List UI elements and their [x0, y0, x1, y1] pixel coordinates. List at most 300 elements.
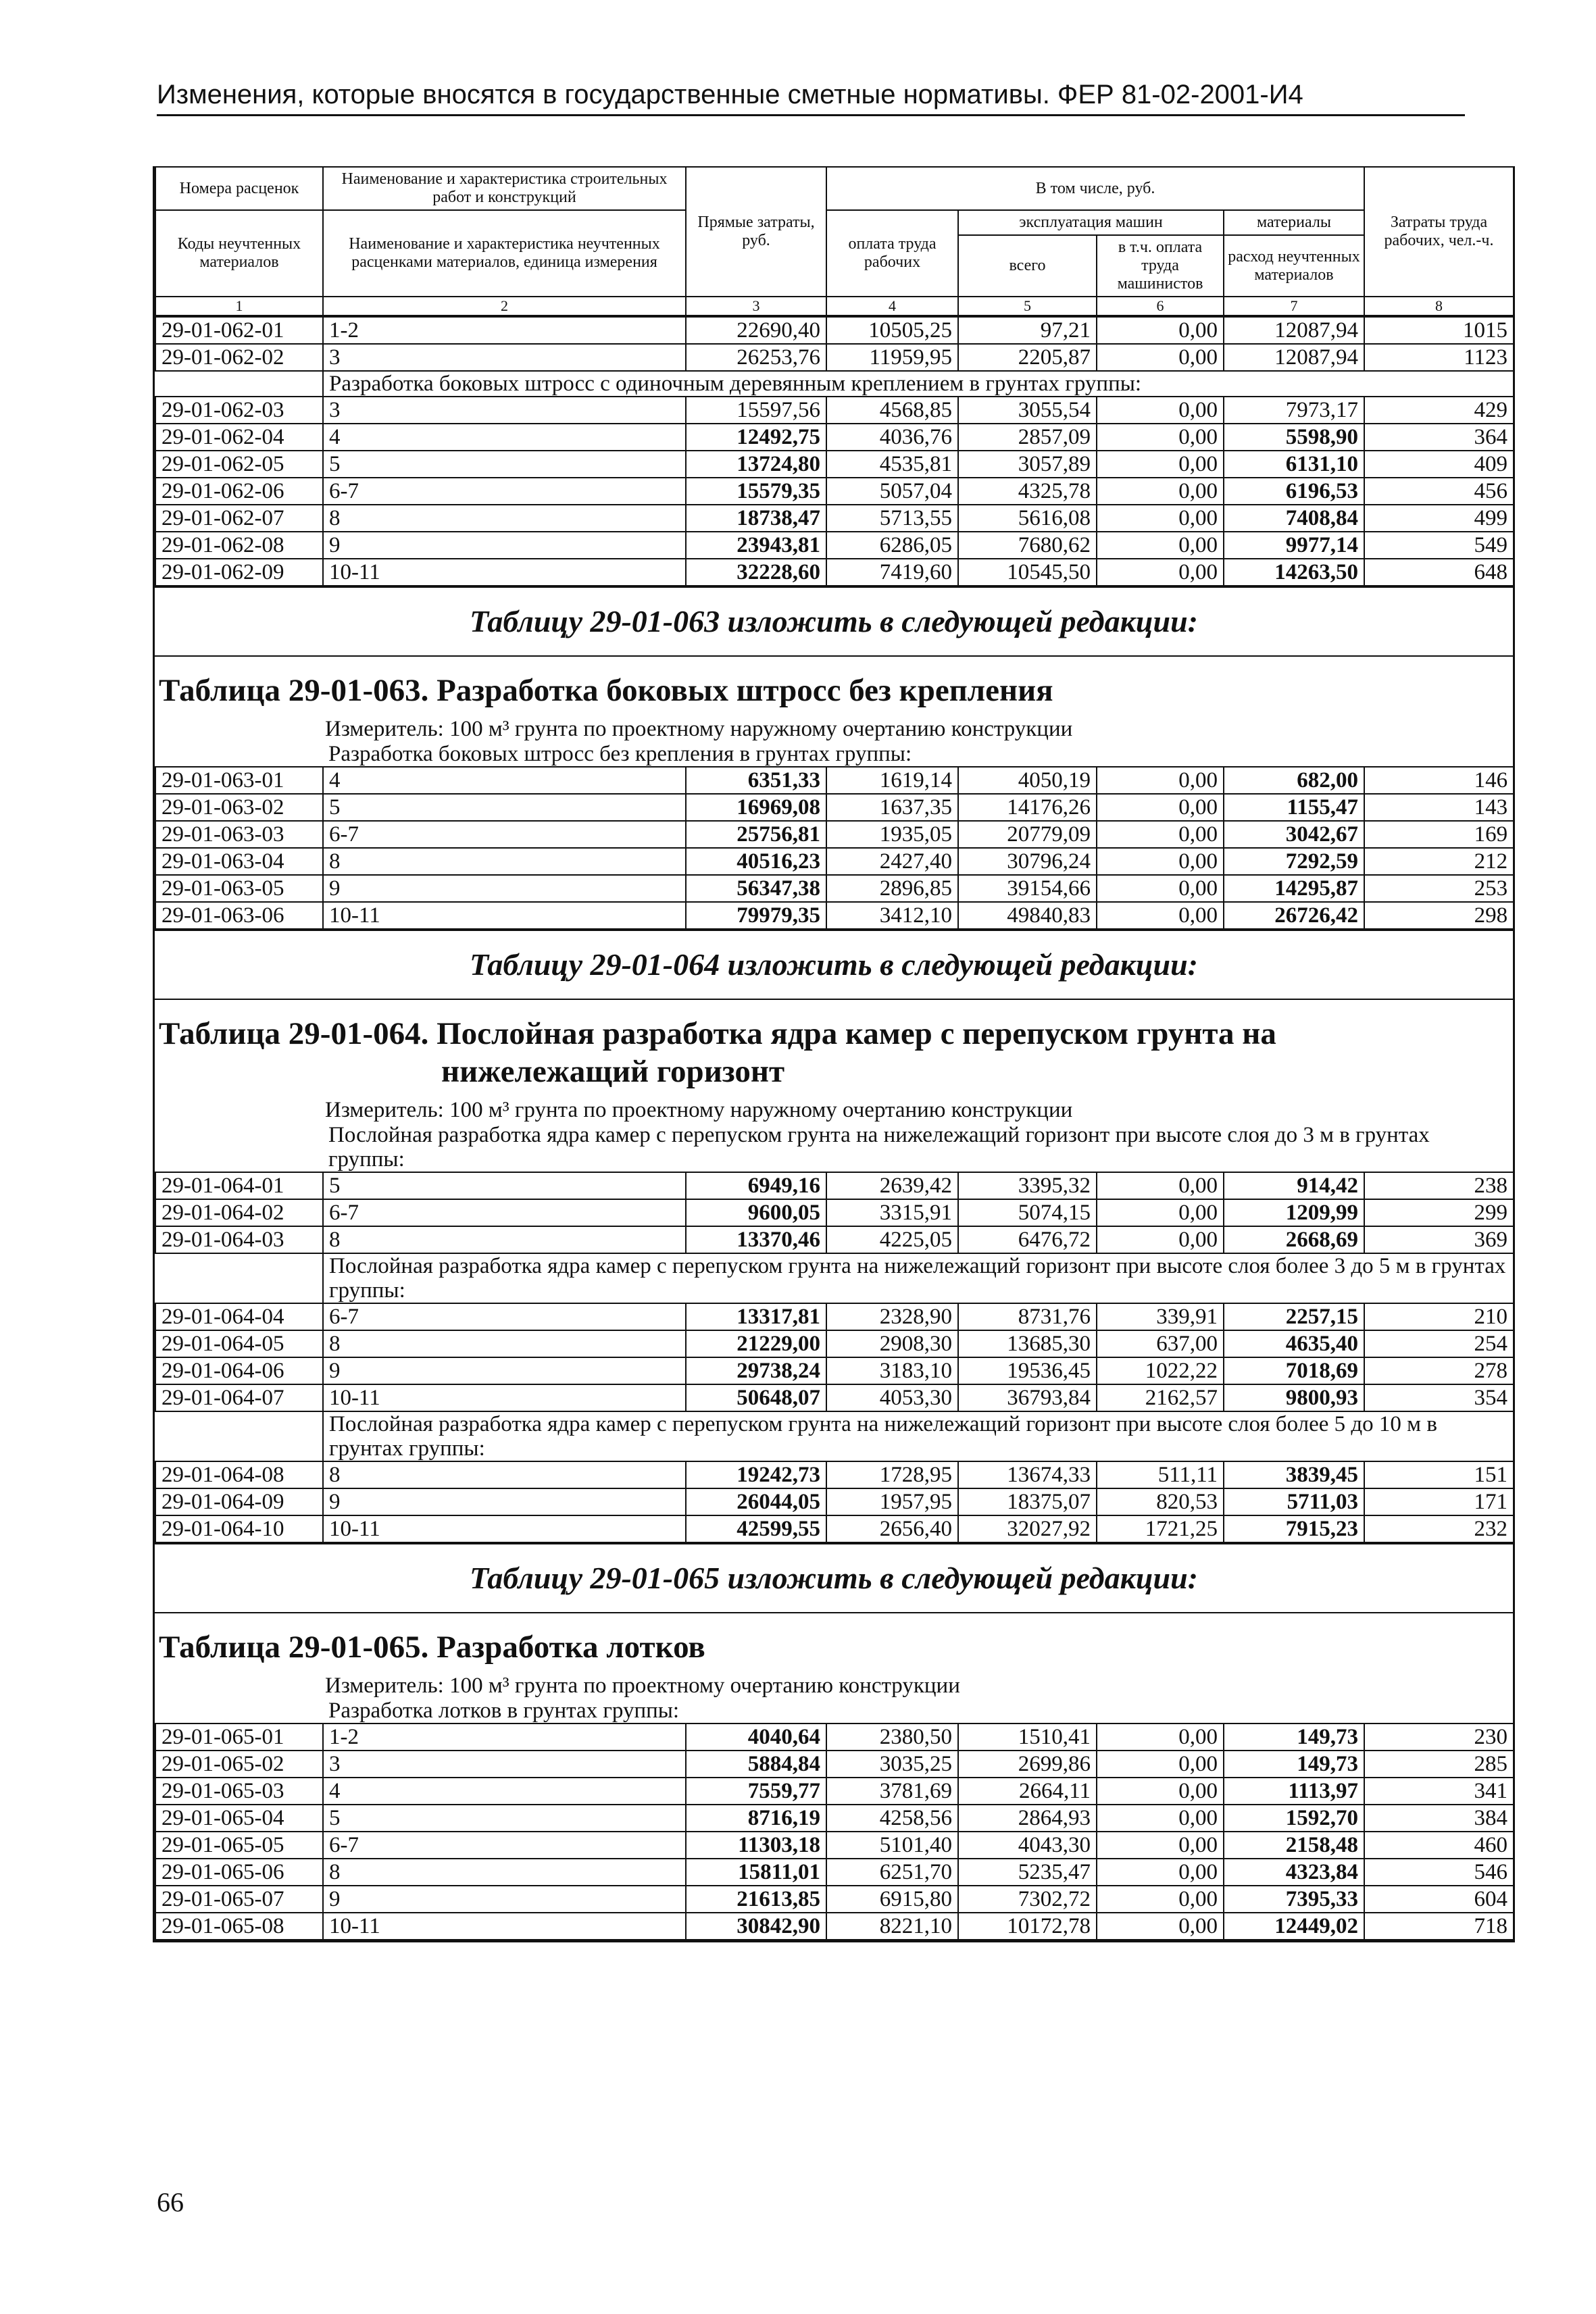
cell-labor-hours: 230: [1364, 1724, 1514, 1751]
table-row: [155, 1357, 1514, 1384]
cell-machinist-wage: 0,00: [1097, 1886, 1224, 1913]
cell-rate-code: 29-01-064-04: [155, 1303, 323, 1330]
cell-direct-costs: 19242,73: [686, 1461, 826, 1488]
table-row: [155, 344, 1514, 371]
cell-materials: 1155,47: [1224, 794, 1364, 821]
cell-materials: 149,73: [1224, 1751, 1364, 1778]
header-name-2: Наименование и характеристика неучтенных расценками материалов, единица измерения: [323, 210, 686, 297]
header-materials: материалы: [1224, 210, 1364, 235]
cell-labor-hours: 1015: [1364, 317, 1514, 344]
cell-workers-wage: 4053,30: [826, 1384, 958, 1411]
cell-labor-hours: 298: [1364, 902, 1514, 929]
cell-soil-group: 4: [323, 1778, 686, 1805]
cell-machines-total: 3395,32: [958, 1172, 1097, 1199]
cell-machinist-wage: 0,00: [1097, 1724, 1224, 1751]
column-number: 1: [155, 297, 323, 316]
cell-workers-wage: 1728,95: [826, 1461, 958, 1488]
header-codes-2: Коды неучтенных материалов: [155, 210, 323, 297]
cell-labor-hours: 254: [1364, 1330, 1514, 1357]
cell-direct-costs: 26253,76: [686, 344, 826, 371]
cell-labor-hours: 171: [1364, 1488, 1514, 1515]
cell-machines-total: 4050,19: [958, 767, 1097, 794]
cell-workers-wage: 8221,10: [826, 1913, 958, 1940]
table-row: [155, 1303, 1514, 1330]
cell-machines-total: 18375,07: [958, 1488, 1097, 1515]
column-number: 6: [1097, 297, 1224, 316]
cell-soil-group: 6-7: [323, 1832, 686, 1859]
cell-labor-hours: 369: [1364, 1226, 1514, 1253]
table-row: [155, 478, 1514, 505]
header-material-use: расход неучтенных материалов: [1224, 235, 1364, 297]
header-labor: Затраты труда рабочих, чел.-ч.: [1364, 167, 1514, 297]
table-row: [155, 317, 1514, 344]
table-row: [155, 1778, 1514, 1805]
cell-soil-group: 10-11: [323, 559, 686, 586]
cell-workers-wage: 4258,56: [826, 1805, 958, 1832]
section-heading: Разработка боковых штросс с одиночным деревянным креплением в грунтах группы:: [323, 371, 1514, 397]
cell-rate-code: 29-01-062-04: [155, 424, 323, 451]
cell-materials: 14263,50: [1224, 559, 1364, 586]
cell-workers-wage: 6251,70: [826, 1859, 958, 1886]
cell-labor-hours: 278: [1364, 1357, 1514, 1384]
cell-machinist-wage: 0,00: [1097, 767, 1224, 794]
cell-direct-costs: 23943,81: [686, 532, 826, 559]
cell-materials: 1592,70: [1224, 1805, 1364, 1832]
cell-workers-wage: 2639,42: [826, 1172, 958, 1199]
cell-rate-code: 29-01-064-09: [155, 1488, 323, 1515]
cell-workers-wage: 6915,80: [826, 1886, 958, 1913]
cell-machines-total: 3055,54: [958, 397, 1097, 424]
cell-machines-total: 19536,45: [958, 1357, 1097, 1384]
cell-direct-costs: 6351,33: [686, 767, 826, 794]
cell-direct-costs: 30842,90: [686, 1913, 826, 1940]
cell-materials: 6131,10: [1224, 451, 1364, 478]
cell-workers-wage: 3183,10: [826, 1357, 958, 1384]
cell-direct-costs: 25756,81: [686, 821, 826, 848]
cell-machines-total: 2857,09: [958, 424, 1097, 451]
cell-materials: 2668,69: [1224, 1226, 1364, 1253]
cell-soil-group: 6-7: [323, 1303, 686, 1330]
cell-rate-code: 29-01-063-06: [155, 902, 323, 929]
column-number: 2: [323, 297, 686, 316]
cell-materials: 7408,84: [1224, 505, 1364, 532]
cell-direct-costs: 56347,38: [686, 875, 826, 902]
cell-labor-hours: 364: [1364, 424, 1514, 451]
cell-rate-code: 29-01-064-08: [155, 1461, 323, 1488]
table-row: [155, 1488, 1514, 1515]
cell-machinist-wage: 637,00: [1097, 1330, 1224, 1357]
table-row: [155, 767, 1514, 794]
cell-direct-costs: 79979,35: [686, 902, 826, 929]
table-row: [155, 794, 1514, 821]
cell-materials: 3839,45: [1224, 1461, 1364, 1488]
table-row: [155, 397, 1514, 424]
cell-soil-group: 3: [323, 1751, 686, 1778]
cell-machines-total: 5074,15: [958, 1199, 1097, 1226]
cell-direct-costs: 40516,23: [686, 848, 826, 875]
cell-direct-costs: 18738,47: [686, 505, 826, 532]
cell-materials: 682,00: [1224, 767, 1364, 794]
cell-materials: 14295,87: [1224, 875, 1364, 902]
cell-machinist-wage: 0,00: [1097, 397, 1224, 424]
cell-rate-code: 29-01-062-08: [155, 532, 323, 559]
cell-direct-costs: 12492,75: [686, 424, 826, 451]
cell-direct-costs: 16969,08: [686, 794, 826, 821]
cell-workers-wage: 5057,04: [826, 478, 958, 505]
cell-machinist-wage: 0,00: [1097, 559, 1224, 586]
cell-rate-code: 29-01-062-09: [155, 559, 323, 586]
table-row: [155, 875, 1514, 902]
cell-materials: 7018,69: [1224, 1357, 1364, 1384]
cell-workers-wage: 2380,50: [826, 1724, 958, 1751]
table-row: [155, 1330, 1514, 1357]
cell-machines-total: 20779,09: [958, 821, 1097, 848]
cell-rate-code: 29-01-062-07: [155, 505, 323, 532]
cell-direct-costs: 22690,40: [686, 317, 826, 344]
cell-workers-wage: 2896,85: [826, 875, 958, 902]
cell-soil-group: 5: [323, 1805, 686, 1832]
cell-labor-hours: 499: [1364, 505, 1514, 532]
cell-machines-total: 3057,89: [958, 451, 1097, 478]
table-row: [155, 1515, 1514, 1542]
table-29-01-064: [155, 1123, 1514, 1543]
cell-machines-total: 36793,84: [958, 1384, 1097, 1411]
cell-labor-hours: 285: [1364, 1751, 1514, 1778]
section-heading: Послойная разработка ядра камер с перепуском грунта на нижележащий горизонт при высоте слоя более 5 до 10 м в грунтах группы:: [323, 1411, 1514, 1461]
cell-workers-wage: 4535,81: [826, 451, 958, 478]
column-number: 7: [1224, 297, 1364, 316]
cell-workers-wage: 10505,25: [826, 317, 958, 344]
cell-soil-group: 8: [323, 505, 686, 532]
cell-labor-hours: 232: [1364, 1515, 1514, 1542]
cell-direct-costs: 13317,81: [686, 1303, 826, 1330]
cell-rate-code: 29-01-062-01: [155, 317, 323, 344]
table-row: [155, 424, 1514, 451]
cell-workers-wage: 4225,05: [826, 1226, 958, 1253]
cell-machines-total: 2205,87: [958, 344, 1097, 371]
cell-materials: 7395,33: [1224, 1886, 1364, 1913]
table-row: [155, 505, 1514, 532]
cell-workers-wage: 5101,40: [826, 1832, 958, 1859]
measure-unit-064: Измеритель: 100 м³ грунта по проектному наружному очертанию конструкции: [325, 1098, 1073, 1122]
cell-rate-code: 29-01-064-01: [155, 1172, 323, 1199]
cell-materials: 1113,97: [1224, 1778, 1364, 1805]
cell-materials: 6196,53: [1224, 478, 1364, 505]
cell-machinist-wage: 0,00: [1097, 478, 1224, 505]
cell-materials: 2158,48: [1224, 1832, 1364, 1859]
cell-rate-code: 29-01-063-03: [155, 821, 323, 848]
cell-direct-costs: 13370,46: [686, 1226, 826, 1253]
cell-labor-hours: 210: [1364, 1303, 1514, 1330]
cell-rate-code: 29-01-065-07: [155, 1886, 323, 1913]
cell-direct-costs: 4040,64: [686, 1724, 826, 1751]
cell-soil-group: 4: [323, 424, 686, 451]
cell-labor-hours: 546: [1364, 1859, 1514, 1886]
cell-soil-group: 10-11: [323, 902, 686, 929]
cell-soil-group: 6-7: [323, 821, 686, 848]
table-row: [155, 1832, 1514, 1859]
cell-labor-hours: 146: [1364, 767, 1514, 794]
cell-soil-group: 8: [323, 1330, 686, 1357]
cell-direct-costs: 15579,35: [686, 478, 826, 505]
table-row: [155, 1886, 1514, 1913]
cell-rate-code: 29-01-063-04: [155, 848, 323, 875]
cell-machinist-wage: 0,00: [1097, 344, 1224, 371]
column-number: 8: [1364, 297, 1514, 316]
table-title-064-line1: Таблица 29-01-064. Послойная разработка ядра камер с перепуском грунта на: [159, 1016, 1276, 1051]
cell-labor-hours: 169: [1364, 821, 1514, 848]
header-machinist-wage: в т.ч. оплата труда машинистов: [1097, 235, 1224, 297]
cell-direct-costs: 32228,60: [686, 559, 826, 586]
cell-materials: 4635,40: [1224, 1330, 1364, 1357]
cell-soil-group: 5: [323, 1172, 686, 1199]
cell-soil-group: 8: [323, 1461, 686, 1488]
cell-direct-costs: 5884,84: [686, 1751, 826, 1778]
column-header: [155, 166, 1514, 316]
table-row: [155, 559, 1514, 586]
cell-workers-wage: 2427,40: [826, 848, 958, 875]
cell-machinist-wage: 1022,22: [1097, 1357, 1224, 1384]
cell-soil-group: 6-7: [323, 478, 686, 505]
cell-machinist-wage: 0,00: [1097, 532, 1224, 559]
page-header: Изменения, которые вносятся в государственные сметные нормативы. ФЕР 81-02-2001-И4: [157, 80, 1465, 116]
cell-workers-wage: 5713,55: [826, 505, 958, 532]
cell-machines-total: 4043,30: [958, 1832, 1097, 1859]
cell-machines-total: 30796,24: [958, 848, 1097, 875]
cell-soil-group: 8: [323, 848, 686, 875]
cell-soil-group: 5: [323, 794, 686, 821]
cell-machines-total: 7302,72: [958, 1886, 1097, 1913]
cell-soil-group: 9: [323, 532, 686, 559]
table-row: [155, 902, 1514, 929]
cell-workers-wage: 3315,91: [826, 1199, 958, 1226]
table-row: [155, 1751, 1514, 1778]
cell-direct-costs: 15811,01: [686, 1859, 826, 1886]
cell-machinist-wage: 511,11: [1097, 1461, 1224, 1488]
measure-unit-063: Измеритель: 100 м³ грунта по проектному наружному очертанию конструкции: [325, 717, 1073, 741]
cell-rate-code: 29-01-065-06: [155, 1859, 323, 1886]
page-number: 66: [157, 2187, 184, 2217]
cell-labor-hours: 429: [1364, 397, 1514, 424]
cell-machinist-wage: 0,00: [1097, 1226, 1224, 1253]
cell-machines-total: 32027,92: [958, 1515, 1097, 1542]
cell-machinist-wage: 0,00: [1097, 1751, 1224, 1778]
cell-machines-total: 39154,66: [958, 875, 1097, 902]
cell-soil-group: 10-11: [323, 1913, 686, 1940]
cell-machinist-wage: 0,00: [1097, 317, 1224, 344]
cell-labor-hours: 143: [1364, 794, 1514, 821]
cell-labor-hours: 354: [1364, 1384, 1514, 1411]
cell-rate-code: 29-01-063-02: [155, 794, 323, 821]
cell-labor-hours: 341: [1364, 1778, 1514, 1805]
cell-rate-code: 29-01-064-07: [155, 1384, 323, 1411]
column-number: 3: [686, 297, 826, 316]
cell-materials: 149,73: [1224, 1724, 1364, 1751]
cell-rate-code: 29-01-064-05: [155, 1330, 323, 1357]
cell-machines-total: 2664,11: [958, 1778, 1097, 1805]
cell-machinist-wage: 0,00: [1097, 1832, 1224, 1859]
cell-workers-wage: 1935,05: [826, 821, 958, 848]
cell-soil-group: 10-11: [323, 1515, 686, 1542]
cell-soil-group: 9: [323, 1357, 686, 1384]
cell-labor-hours: 1123: [1364, 344, 1514, 371]
cell-materials: 5598,90: [1224, 424, 1364, 451]
cell-machines-total: 6476,72: [958, 1226, 1097, 1253]
table-row: [155, 1226, 1514, 1253]
cell-machinist-wage: 0,00: [1097, 424, 1224, 451]
cell-direct-costs: 21613,85: [686, 1886, 826, 1913]
cell-workers-wage: 2656,40: [826, 1515, 958, 1542]
cell-materials: 12087,94: [1224, 317, 1364, 344]
cell-direct-costs: 6949,16: [686, 1172, 826, 1199]
cell-labor-hours: 456: [1364, 478, 1514, 505]
cell-machines-total: 13685,30: [958, 1330, 1097, 1357]
column-number: 4: [826, 297, 958, 316]
cell-machinist-wage: 0,00: [1097, 1913, 1224, 1940]
table-row: [155, 451, 1514, 478]
document-sheet: [153, 166, 1515, 1942]
cell-rate-code: 29-01-065-05: [155, 1832, 323, 1859]
cell-rate-code: 29-01-062-02: [155, 344, 323, 371]
cell-soil-group: 3: [323, 397, 686, 424]
table-row: [155, 1199, 1514, 1226]
redaction-note-063: Таблицу 29-01-063 изложить в следующей редакции:: [155, 586, 1513, 655]
cell-workers-wage: 3781,69: [826, 1778, 958, 1805]
cell-labor-hours: 549: [1364, 532, 1514, 559]
cell-materials: 7292,59: [1224, 848, 1364, 875]
header-machines-total: всего: [958, 235, 1097, 297]
cell-materials: 1209,99: [1224, 1199, 1364, 1226]
cell-labor-hours: 238: [1364, 1172, 1514, 1199]
redaction-note-065: Таблицу 29-01-065 изложить в следующей редакции:: [155, 1543, 1513, 1612]
cell-soil-group: 3: [323, 344, 686, 371]
section-heading: Разработка боковых штросс без крепления в грунтах группы:: [323, 742, 1514, 767]
cell-materials: 2257,15: [1224, 1303, 1364, 1330]
cell-soil-group: 8: [323, 1859, 686, 1886]
cell-machines-total: 10545,50: [958, 559, 1097, 586]
cell-rate-code: 29-01-062-06: [155, 478, 323, 505]
cell-workers-wage: 3035,25: [826, 1751, 958, 1778]
cell-workers-wage: 1957,95: [826, 1488, 958, 1515]
cell-machinist-wage: 0,00: [1097, 1859, 1224, 1886]
cell-labor-hours: 253: [1364, 875, 1514, 902]
cell-machinist-wage: 0,00: [1097, 1172, 1224, 1199]
cell-machines-total: 49840,83: [958, 902, 1097, 929]
cell-machinist-wage: 820,53: [1097, 1488, 1224, 1515]
cell-soil-group: 9: [323, 875, 686, 902]
cell-machinist-wage: 0,00: [1097, 875, 1224, 902]
cell-soil-group: 10-11: [323, 1384, 686, 1411]
cell-soil-group: 6-7: [323, 1199, 686, 1226]
cell-machinist-wage: 0,00: [1097, 794, 1224, 821]
cell-direct-costs: 11303,18: [686, 1832, 826, 1859]
table-title-064: [155, 1000, 1513, 1090]
cell-soil-group: 8: [323, 1226, 686, 1253]
cell-rate-code: 29-01-064-03: [155, 1226, 323, 1253]
table-row: [155, 1724, 1514, 1751]
cell-direct-costs: 13724,80: [686, 451, 826, 478]
cell-workers-wage: 1619,14: [826, 767, 958, 794]
cell-machinist-wage: 0,00: [1097, 1199, 1224, 1226]
table-29-01-065: [155, 1699, 1514, 1940]
header-machines: эксплуатация машин: [958, 210, 1224, 235]
header-codes-1: Номера расценок: [155, 167, 323, 210]
cell-rate-code: 29-01-062-03: [155, 397, 323, 424]
cell-machinist-wage: 2162,57: [1097, 1384, 1224, 1411]
header-direct-costs: Прямые затраты, руб.: [686, 167, 826, 297]
table-row: [155, 1805, 1514, 1832]
table-29-01-062: [155, 316, 1514, 586]
cell-machinist-wage: 1721,25: [1097, 1515, 1224, 1542]
cell-materials: 914,42: [1224, 1172, 1364, 1199]
cell-direct-costs: 15597,56: [686, 397, 826, 424]
cell-materials: 26726,42: [1224, 902, 1364, 929]
cell-rate-code: 29-01-063-01: [155, 767, 323, 794]
cell-materials: 12087,94: [1224, 344, 1364, 371]
cell-machines-total: 13674,33: [958, 1461, 1097, 1488]
cell-materials: 9800,93: [1224, 1384, 1364, 1411]
cell-direct-costs: 26044,05: [686, 1488, 826, 1515]
section-heading: Послойная разработка ядра камер с перепуском грунта на нижележащий горизонт при высоте слоя до 3 м в грунтах группы:: [323, 1123, 1514, 1172]
cell-machines-total: 97,21: [958, 317, 1097, 344]
cell-rate-code: 29-01-065-08: [155, 1913, 323, 1940]
cell-machines-total: 14176,26: [958, 794, 1097, 821]
cell-direct-costs: 42599,55: [686, 1515, 826, 1542]
cell-machinist-wage: 0,00: [1097, 1805, 1224, 1832]
cell-labor-hours: 384: [1364, 1805, 1514, 1832]
cell-materials: 4323,84: [1224, 1859, 1364, 1886]
cell-direct-costs: 9600,05: [686, 1199, 826, 1226]
cell-rate-code: 29-01-065-01: [155, 1724, 323, 1751]
cell-direct-costs: 21229,00: [686, 1330, 826, 1357]
cell-labor-hours: 604: [1364, 1886, 1514, 1913]
cell-workers-wage: 7419,60: [826, 559, 958, 586]
cell-rate-code: 29-01-065-02: [155, 1751, 323, 1778]
cell-machinist-wage: 0,00: [1097, 451, 1224, 478]
redaction-note-064: Таблицу 29-01-064 изложить в следующей редакции:: [155, 930, 1513, 999]
cell-machinist-wage: 0,00: [1097, 902, 1224, 929]
cell-direct-costs: 7559,77: [686, 1778, 826, 1805]
cell-workers-wage: 2908,30: [826, 1330, 958, 1357]
cell-workers-wage: 4036,76: [826, 424, 958, 451]
cell-soil-group: 9: [323, 1488, 686, 1515]
cell-labor-hours: 151: [1364, 1461, 1514, 1488]
section-heading: Послойная разработка ядра камер с перепуском грунта на нижележащий горизонт при высоте слоя более 3 до 5 м в грунтах группы:: [323, 1253, 1514, 1303]
cell-labor-hours: 460: [1364, 1832, 1514, 1859]
cell-machines-total: 7680,62: [958, 532, 1097, 559]
cell-direct-costs: 50648,07: [686, 1384, 826, 1411]
cell-machinist-wage: 0,00: [1097, 848, 1224, 875]
cell-workers-wage: 3412,10: [826, 902, 958, 929]
cell-materials: 7973,17: [1224, 397, 1364, 424]
header-name-1: Наименование и характеристика строительных работ и конструкций: [323, 167, 686, 210]
cell-machinist-wage: 0,00: [1097, 1778, 1224, 1805]
table-row: [155, 1913, 1514, 1940]
cell-workers-wage: 2328,90: [826, 1303, 958, 1330]
cell-workers-wage: 1637,35: [826, 794, 958, 821]
cell-machines-total: 5616,08: [958, 505, 1097, 532]
section-heading: Разработка лотков в грунтах группы:: [323, 1699, 1514, 1724]
cell-machines-total: 5235,47: [958, 1859, 1097, 1886]
cell-soil-group: 9: [323, 1886, 686, 1913]
cell-materials: 5711,03: [1224, 1488, 1364, 1515]
cell-machines-total: 4325,78: [958, 478, 1097, 505]
cell-materials: 3042,67: [1224, 821, 1364, 848]
cell-materials: 7915,23: [1224, 1515, 1364, 1542]
cell-labor-hours: 299: [1364, 1199, 1514, 1226]
cell-rate-code: 29-01-063-05: [155, 875, 323, 902]
cell-machines-total: 2699,86: [958, 1751, 1097, 1778]
